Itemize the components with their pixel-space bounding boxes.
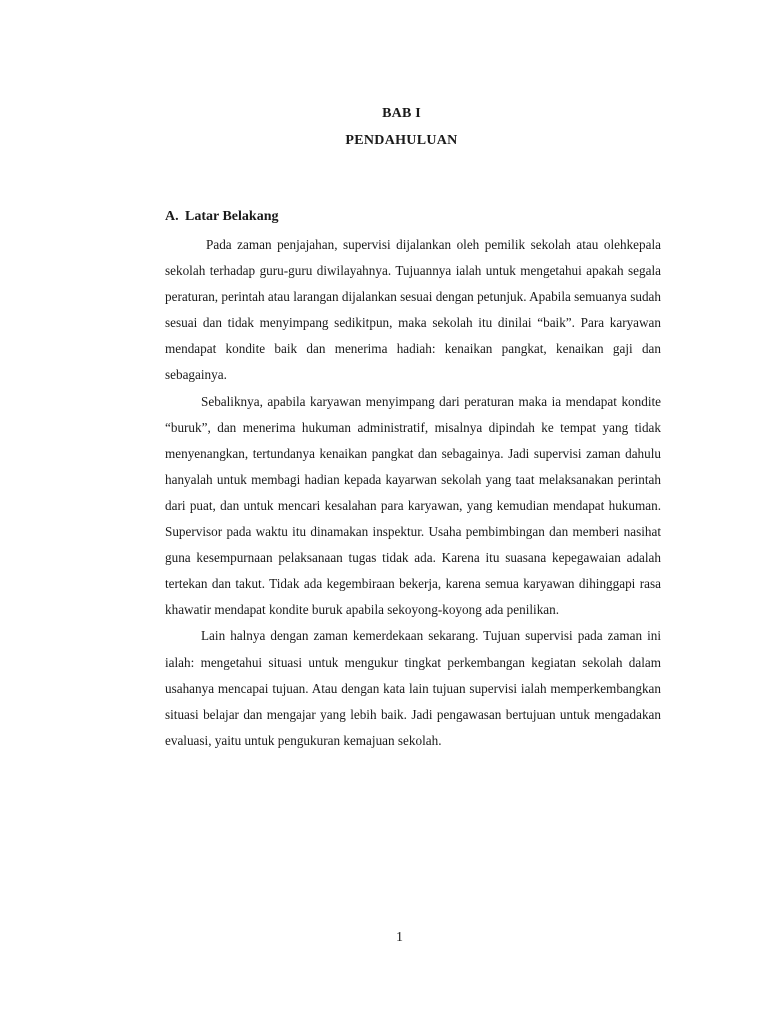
paragraph-3: Lain halnya dengan zaman kemerdekaan sekarang. Tujuan supervisi pada zaman ini ialah: mengetahui situasi untuk mengukur tingkat perkembangan kegiatan sekolah dalam usahanya mencapai tujuan. Atau dengan kata lain tujuan supervisi ialah memperkembangkan situasi belajar dan mengajar yang lebih baik. Jadi pengawasan bertujuan untuk mengadakan evaluasi, yaitu untuk pengukuran kemajuan sekolah. — [165, 628, 661, 748]
paragraph-1: Pada zaman penjajahan, supervisi dijalankan oleh pemilik sekolah atau olehkepala sekolah terhadap guru-guru diwilayahnya. Tujuannya ialah untuk mengetahui apakah segala peraturan, perintah atau larangan dijalankan sesuai dengan petunjuk. Apabila semuanya sudah sesuai dan tidak menyimpang sedikitpun, maka sekolah itu dinilai “baik”. Para karyawan mendapat kondite baik dan menerima hadiah: kenaikan pangkat, kenaikan gaji dan sebagainya. — [165, 237, 661, 383]
section-heading — [165, 209, 278, 225]
section-title: Latar Belakang — [185, 209, 279, 224]
page-number: 1 — [396, 930, 403, 945]
paragraph-2: Sebaliknya, apabila karyawan menyimpang dari peraturan maka ia mendapat kondite “buruk”, dan menerima hukuman administratif, misalnya dipindah ke tempat yang tidak menyenangkan, tertundanya kenaikan pangkat dan sebagainya. Jadi supervisi zaman dahulu hanyalah untuk membagi hadian kepada kayarwan sekolah yang taat melaksanakan perintah dari puat, dan untuk mencari kesalahan para karyawan, yang kemudian mendapat hukuman. Supervisor pada waktu itu dinamakan inspektur. Usaha pembimbingan dan memberi nasihat guna kesempurnaan pelaksanaan tugas tidak ada. Karena itu suasana kepegawaian adalah tertekan dan takut. Tidak ada kegembiraan bekerja, karena semua karyawan dihinggapi rasa khawatir mendapat kondite buruk apabila sekoyong-koyong ada penilikan. — [165, 393, 661, 618]
chapter-number: BAB I — [382, 106, 421, 121]
section-letter: A. — [165, 209, 179, 224]
chapter-title: PENDAHULUAN — [345, 133, 458, 148]
body-text — [165, 232, 661, 754]
